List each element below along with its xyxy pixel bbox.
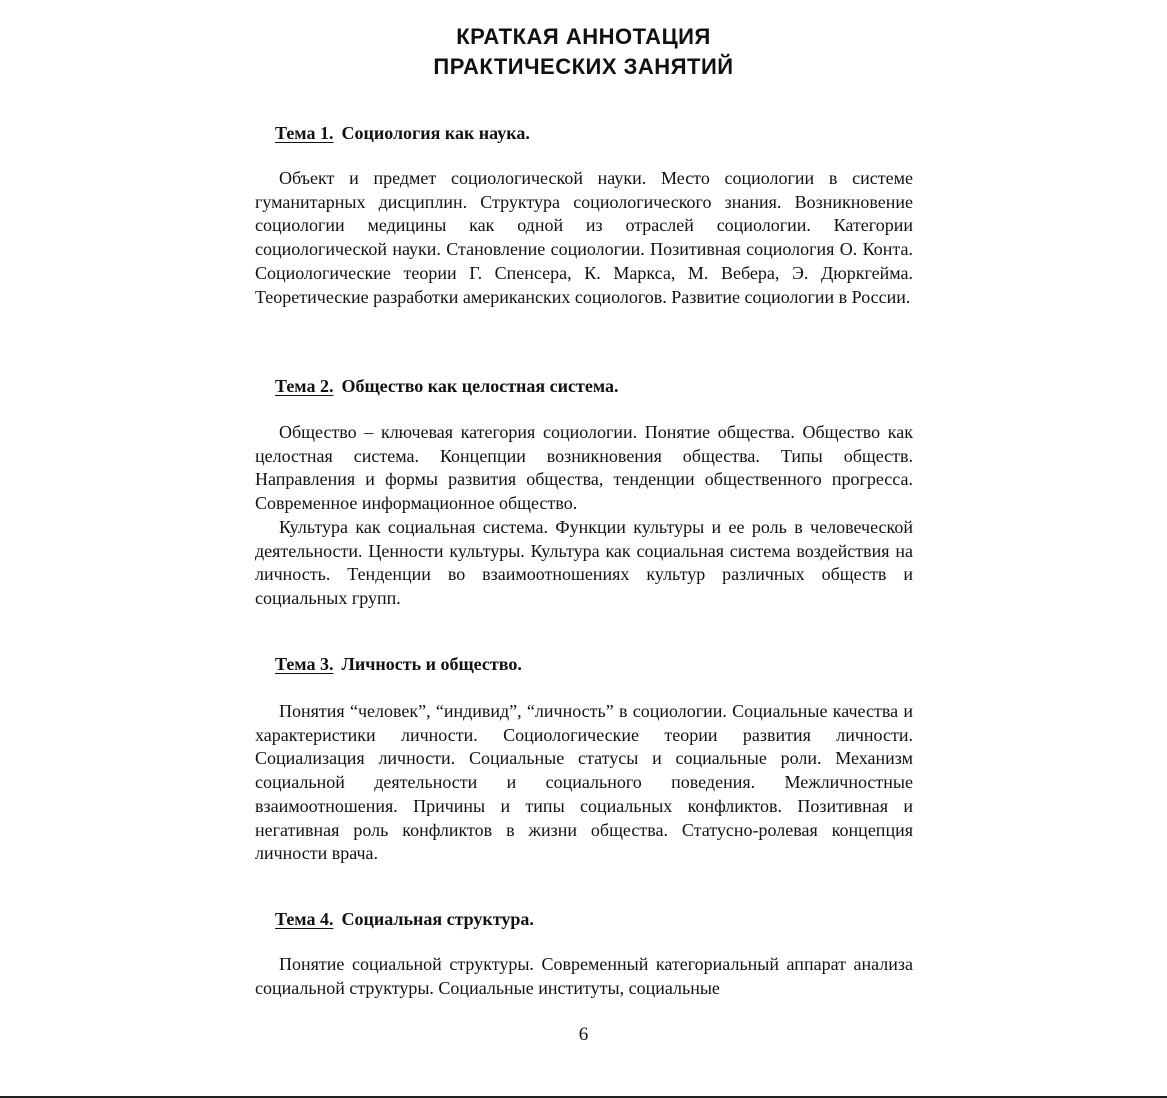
section-topic-1 — [255, 121, 913, 309]
section-paragraph: Объект и предмет социологической науки. Место социологии в системе гуманитарных дисциплин. Структура социологического знания. Возникновение социологии медицины как одной из отраслей социологии. Категории социологической науки. Становление социологии. Позитивная социология О. Конта. Социологические теории Г. Спенсера, К. Маркса, М. Вебера, Э. Дюркгейма. Теоретические разработки американских социологов. Развитие социологии в России. — [255, 168, 913, 307]
section-paragraph: Понятия “человек”, “индивид”, “личность” в социологии. Социальные качества и характеристики личности. Социологические теории развития личности. Социализация личности. Социальные статусы и социальные роли. Механизм социальной деятельности и социального поведения. Межличностные взаимоотношения. Причины и типы социальных конфликтов. Позитивная и негативная роль конфликтов в жизни общества. Статусно-ролевая концепция личности врача. — [255, 701, 913, 864]
section-paragraph: Культура как социальная система. Функции культуры и ее роль в человеческой деятельности. Ценности культуры. Культура как социальная система воздействия на личность. Тенденции во взаимоотношениях культур различных обществ и социальных групп. — [255, 516, 913, 608]
section-title: Социальная структура. — [341, 909, 534, 929]
section-number: Тема 4. — [275, 909, 334, 929]
section-number: Тема 2. — [275, 376, 334, 396]
title-line-1: КРАТКАЯ АННОТАЦИЯ — [456, 24, 711, 49]
section-topic-3 — [255, 652, 913, 866]
section-heading — [275, 907, 913, 931]
section-number: Тема 1. — [275, 123, 334, 143]
section-title: Социология как наука. — [341, 123, 530, 143]
section-topic-4 — [255, 907, 913, 1000]
title-line-2: ПРАКТИЧЕСКИХ ЗАНЯТИЙ — [433, 54, 734, 79]
section-title: Личность и общество. — [341, 654, 522, 674]
section-paragraph: Общество – ключевая категория социологии. Понятие общества. Общество как целостная система. Концепции возникновения общества. Типы обществ. Направления и формы развития общества, тенденции общественного прогресса. Современное информационное общество. — [255, 422, 913, 514]
section-heading — [275, 121, 913, 145]
section-paragraph: Понятие социальной структуры. Современный категориальный аппарат анализа социальной структуры. Социальные институты, социальные — [255, 954, 913, 998]
section-heading — [275, 374, 913, 398]
section-topic-2 — [255, 374, 913, 611]
section-number: Тема 3. — [275, 654, 334, 674]
section-title: Общество как целостная система. — [341, 376, 619, 396]
page-title — [0, 22, 1167, 82]
page-number: 6 — [578, 1024, 589, 1045]
section-heading — [275, 652, 913, 676]
